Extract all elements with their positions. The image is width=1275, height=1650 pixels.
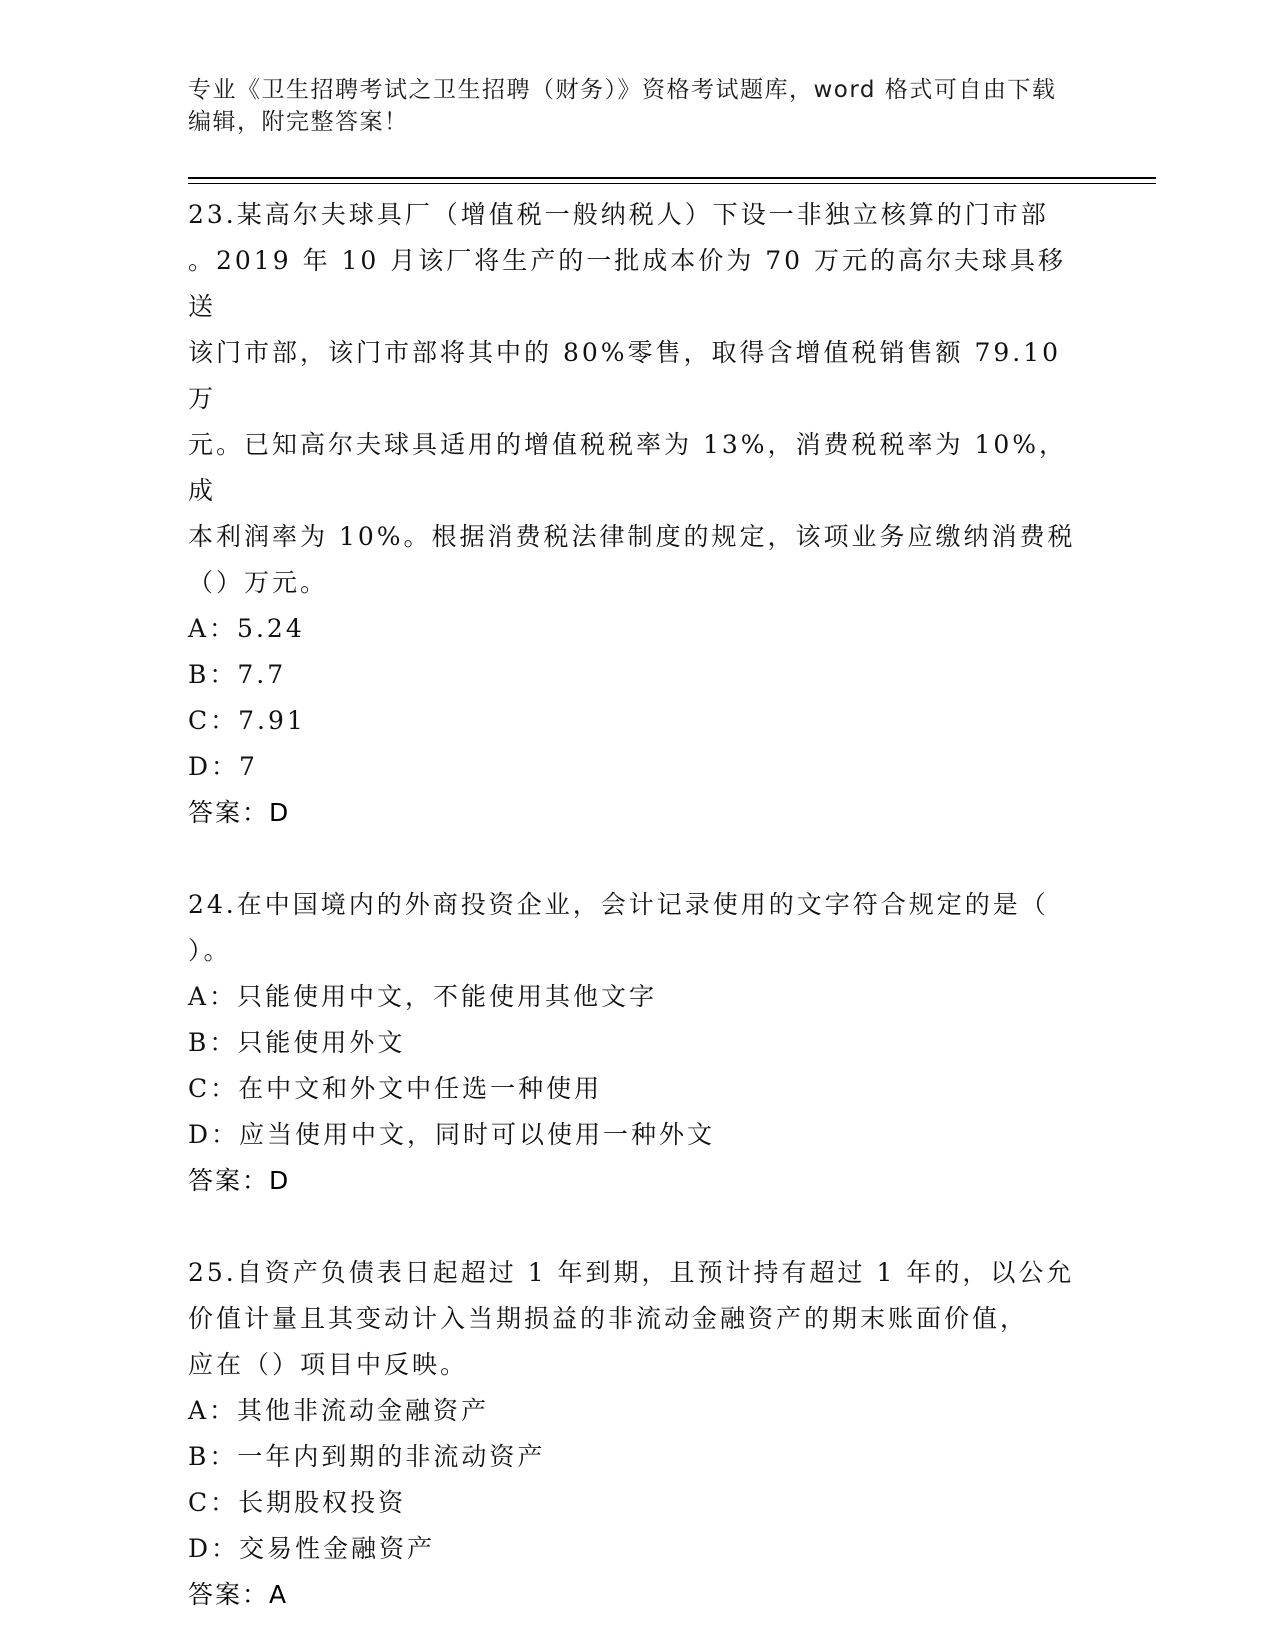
question-stem-line: 本利润率为 10%。根据消费税法律制度的规定，该项业务应缴纳消费税 (188, 522, 1076, 551)
question-stem-line: 应在（）项目中反映。 (188, 1350, 469, 1379)
option-a: A：5.24 (188, 614, 305, 643)
question-24 (188, 882, 1088, 1204)
header-divider-thin (188, 183, 1156, 184)
option-c: C：长期股权投资 (188, 1488, 407, 1517)
question-spacer (188, 836, 1088, 882)
option-b: B：7.7 (188, 660, 287, 689)
option-c: C：7.91 (188, 706, 306, 735)
question-list (188, 192, 1088, 1618)
question-23 (188, 192, 1088, 836)
document-header (188, 74, 1088, 138)
answer-line: 答案：D (188, 798, 291, 827)
answer-line: 答案：A (188, 1580, 289, 1609)
header-line-2: 编辑，附完整答案！ (188, 109, 409, 135)
header-line-1: 专业《卫生招聘考试之卫生招聘（财务）》资格考试题库，word 格式可自由下载 (188, 77, 1057, 103)
header-divider-thick (188, 177, 1156, 179)
question-stem-line: ）。 (188, 936, 232, 965)
question-stem-line: （）万元。 (188, 568, 329, 597)
question-stem-line: 24.在中国境内的外商投资企业，会计记录使用的文字符合规定的是（ (188, 890, 1049, 919)
option-b: B：一年内到期的非流动资产 (188, 1442, 546, 1471)
option-d: D：7 (188, 752, 258, 781)
option-a: A：其他非流动金融资产 (188, 1396, 490, 1425)
question-stem-line: 。2019 年 10 月该厂将生产的一批成本价为 70 万元的高尔夫球具移送 (188, 246, 1066, 321)
question-25 (188, 1250, 1088, 1618)
question-stem-line: 23.某高尔夫球具厂（增值税一般纳税人）下设一非独立核算的门市部 (188, 200, 1049, 229)
option-b: B：只能使用外文 (188, 1028, 406, 1057)
option-a: A：只能使用中文，不能使用其他文字 (188, 982, 658, 1011)
question-spacer (188, 1204, 1088, 1250)
option-d: D：应当使用中文，同时可以使用一种外文 (188, 1120, 716, 1149)
answer-line: 答案：D (188, 1166, 291, 1195)
option-c: C：在中文和外文中任选一种使用 (188, 1074, 603, 1103)
option-d: D：交易性金融资产 (188, 1534, 436, 1563)
question-stem-line: 25.自资产负债表日起超过 1 年到期，且预计持有超过 1 年的，以公允 (188, 1258, 1075, 1287)
question-stem-line: 价值计量且其变动计入当期损益的非流动金融资产的期末账面价值， (188, 1304, 1029, 1333)
question-stem-line: 元。已知高尔夫球具适用的增值税税率为 13%，消费税税率为 10%，成 (188, 430, 1068, 505)
question-stem-line: 该门市部，该门市部将其中的 80%零售，取得含增值税销售额 79.10 万 (188, 338, 1062, 413)
